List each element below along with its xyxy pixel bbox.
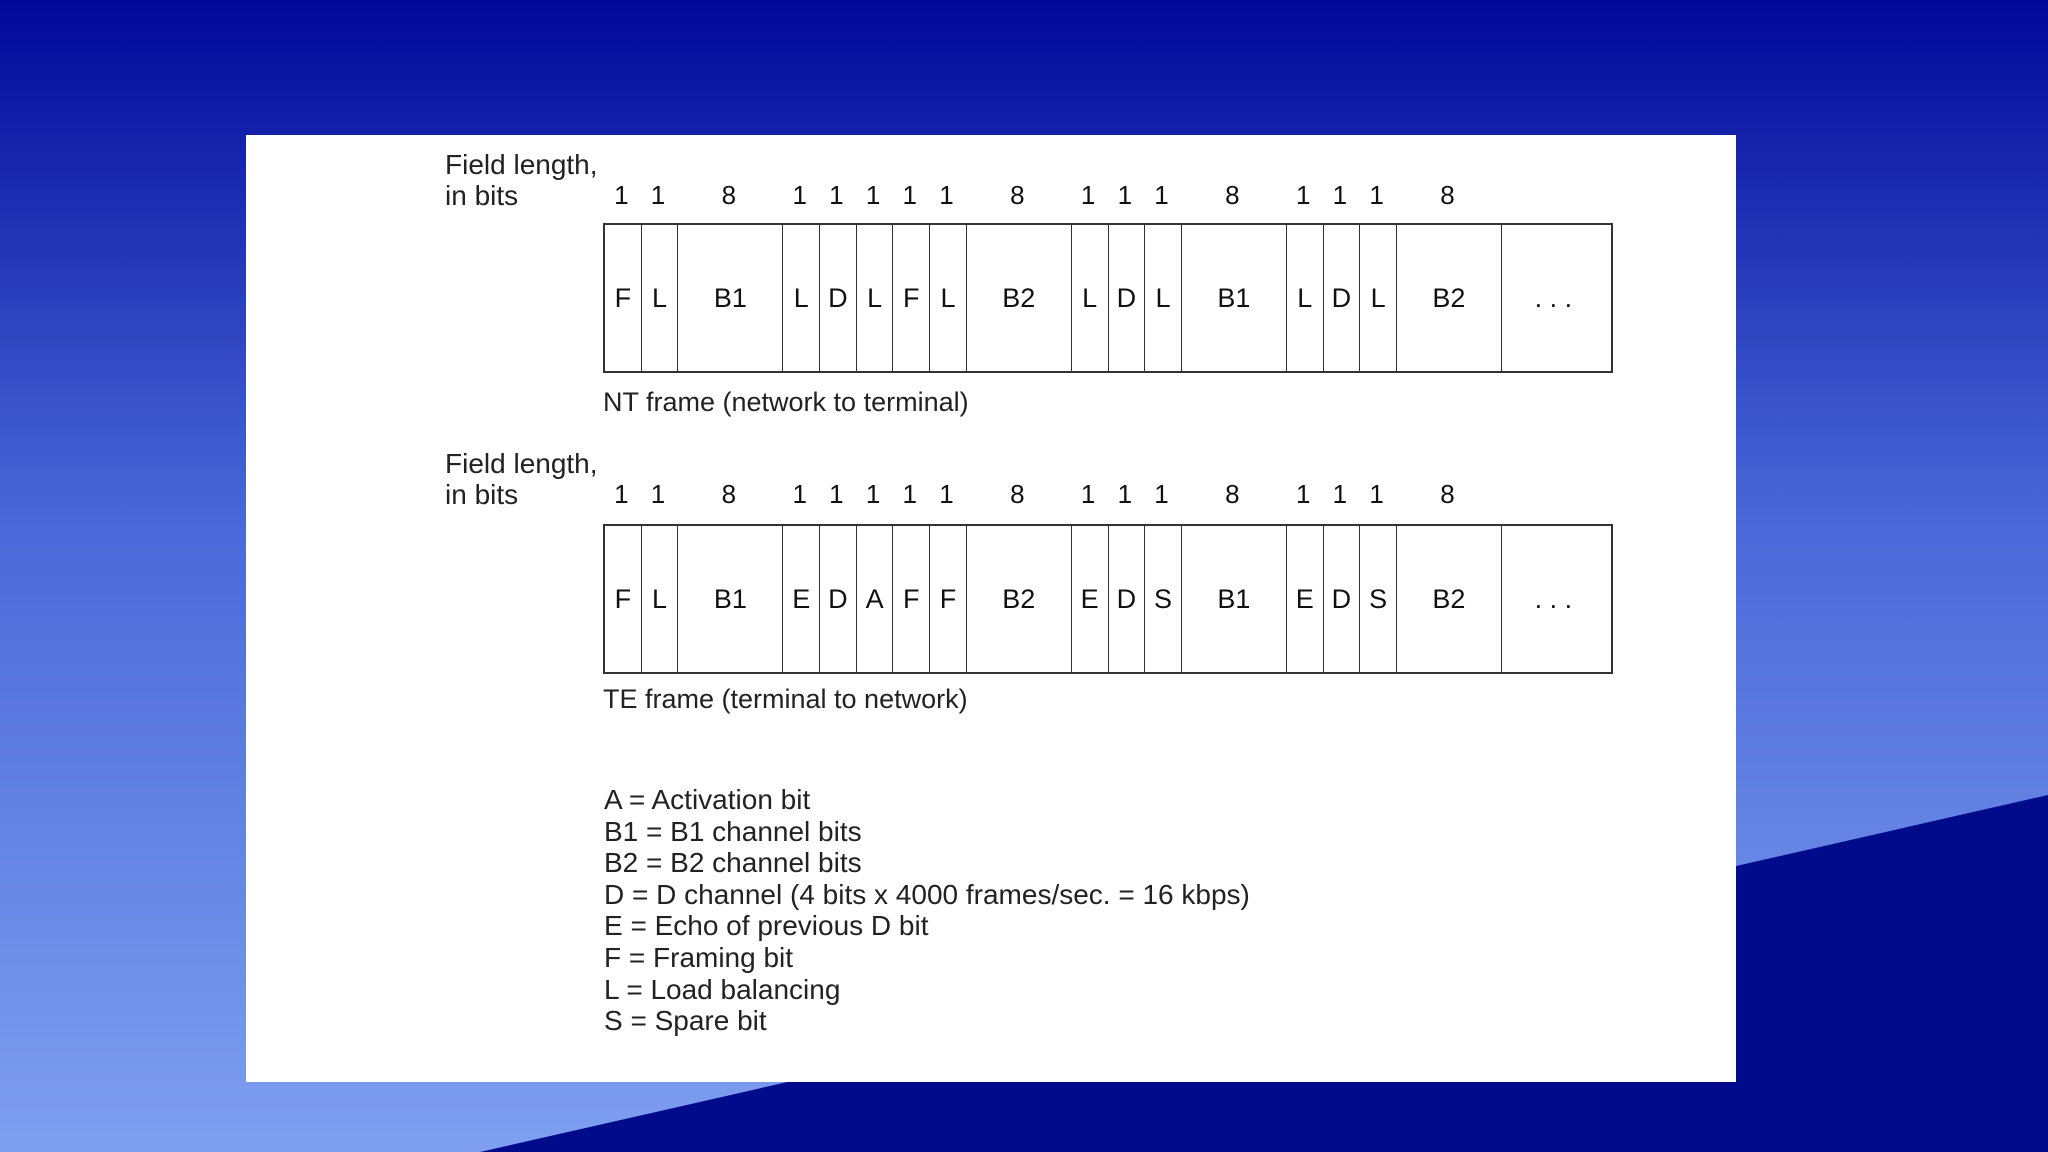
frame-field: A (857, 526, 894, 672)
legend-item: E = Echo of previous D bit (604, 910, 929, 942)
bit-length-value: 1 (1369, 479, 1384, 509)
legend-item: F = Framing bit (604, 941, 794, 973)
bit-length-value: 1 (1332, 180, 1348, 210)
field-length-line: Field length, (445, 149, 598, 180)
bit-length-value: 8 (1010, 479, 1025, 509)
field-length-label (445, 149, 598, 211)
frame-field: F (605, 225, 642, 371)
bit-length-value: 8 (721, 180, 737, 210)
bit-length-value: 1 (1369, 180, 1384, 210)
frame-field: L (1360, 225, 1397, 371)
frame-field: E (1287, 526, 1324, 672)
te-frame-caption: TE frame (terminal to network) (603, 684, 968, 714)
field-length-line: in bits (445, 180, 519, 211)
bit-length-value: 1 (650, 479, 666, 509)
frame-field: E (783, 526, 820, 672)
bit-length-value: 8 (721, 479, 737, 509)
legend-item: D = D channel (4 bits x 4000 frames/sec. = 16 kbps) (604, 878, 1250, 910)
bit-length-value: 8 (1225, 479, 1240, 509)
bit-length-value: 1 (865, 479, 881, 509)
frame-field: L (930, 225, 967, 371)
frame-field: B2 (967, 225, 1072, 371)
frame-field: L (783, 225, 820, 371)
bit-length-value: 1 (1332, 479, 1348, 509)
bit-length-value: 1 (1117, 479, 1133, 509)
frame-field: D (1324, 225, 1361, 371)
field-length-label (445, 448, 598, 510)
field-length-line: in bits (445, 479, 519, 510)
frame-field: L (1145, 225, 1182, 371)
bit-length-value: 1 (1295, 479, 1311, 509)
bit-length-value: 1 (1080, 479, 1096, 509)
frame-field: B1 (678, 526, 783, 672)
frame-field: L (1287, 225, 1324, 371)
frame-field: D (1324, 526, 1361, 672)
frame-field: S (1360, 526, 1397, 672)
bit-length-value: 8 (1225, 180, 1240, 210)
legend-item: S = Spare bit (604, 1005, 767, 1037)
bit-length-value: 1 (939, 479, 954, 509)
bit-length-value: 1 (792, 180, 807, 210)
legend (604, 784, 1250, 1037)
frame-field: L (642, 526, 679, 672)
frame-field: F (930, 526, 967, 672)
legend-item: A = Activation bit (604, 784, 811, 815)
bit-length-value: 1 (865, 180, 881, 210)
bit-length-value: 1 (1117, 180, 1133, 210)
nt-frame-caption: NT frame (network to terminal) (603, 387, 969, 417)
frame-field: B2 (1397, 526, 1502, 672)
bit-length-value: 1 (1154, 180, 1169, 210)
bit-length-value: 1 (1154, 479, 1169, 509)
diagram-panel (246, 135, 1736, 1082)
bit-length-value: 1 (939, 180, 954, 210)
bit-length-value: 1 (1080, 180, 1096, 210)
frame-field: E (1072, 526, 1109, 672)
bit-length-value: 1 (614, 479, 629, 509)
bit-length-row (603, 178, 1613, 212)
frame-field: F (893, 526, 930, 672)
bit-length-value: 1 (650, 180, 666, 210)
frame-field: L (1072, 225, 1109, 371)
frame-field: B1 (1182, 225, 1287, 371)
bit-length-value: 8 (1440, 180, 1455, 210)
bit-length-value: 1 (902, 479, 918, 509)
nt-frame (603, 223, 1613, 373)
frame-field: B2 (1397, 225, 1502, 371)
bit-length-value: 1 (829, 479, 844, 509)
bit-length-value: 1 (902, 180, 918, 210)
legend-item: L = Load balancing (604, 973, 841, 1005)
frame-field: B1 (678, 225, 783, 371)
frame-field: L (642, 225, 679, 371)
frame-field: S (1145, 526, 1182, 672)
frame-field: B1 (1182, 526, 1287, 672)
frame-field: D (1109, 526, 1146, 672)
te-frame (603, 524, 1613, 674)
frame-field: L (857, 225, 894, 371)
bit-length-value: 1 (1295, 180, 1311, 210)
legend-item: B1 = B1 channel bits (604, 815, 862, 847)
frame-field: D (820, 225, 857, 371)
frame-field: D (820, 526, 857, 672)
frame-field: B2 (967, 526, 1072, 672)
frame-field: F (893, 225, 930, 371)
frame-field: D (1109, 225, 1146, 371)
bit-length-row (603, 477, 1613, 511)
bit-length-value (1500, 477, 1603, 511)
bit-length-value (1500, 178, 1603, 212)
frame-field: . . . (1534, 282, 1573, 313)
legend-item: B2 = B2 channel bits (604, 847, 862, 879)
bit-length-value: 8 (1440, 479, 1455, 509)
bit-length-value: 8 (1010, 180, 1025, 210)
frame-field: F (605, 526, 642, 672)
bit-length-value: 1 (614, 180, 629, 210)
bit-length-value: 1 (829, 180, 844, 210)
field-length-line: Field length, (445, 448, 598, 479)
frame-field: . . . (1534, 583, 1573, 614)
bit-length-value: 1 (792, 479, 807, 509)
